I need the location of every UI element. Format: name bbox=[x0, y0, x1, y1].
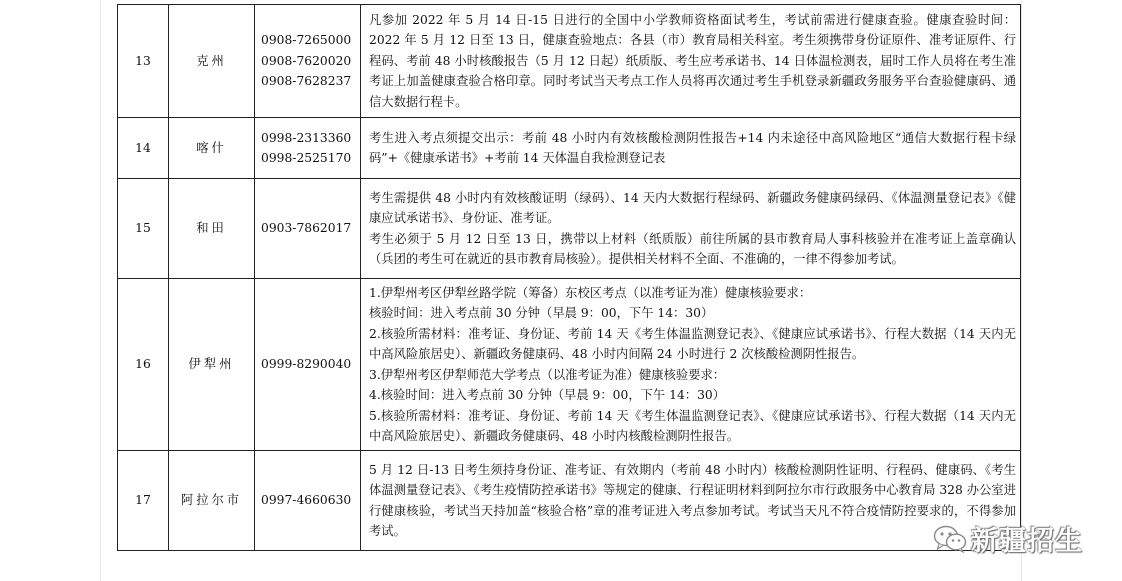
phone-number: 0999-8290040 bbox=[261, 357, 352, 372]
row-number: 16 bbox=[118, 279, 169, 451]
requirement-text: 3.伊犁州考区伊犁师范大学考点（以准考证为准）健康核验要求： bbox=[369, 367, 726, 382]
row-number: 13 bbox=[118, 5, 169, 118]
region-name: 阿拉尔市 bbox=[169, 451, 255, 551]
requirements-cell bbox=[361, 5, 1021, 118]
table-row bbox=[118, 179, 1021, 279]
requirement-text: 核验时间：进入考点前 30 分钟（早晨 9：00，下午 14：30） bbox=[369, 306, 714, 320]
table-row bbox=[118, 279, 1021, 451]
phone-number: 0997-4660630 bbox=[261, 493, 352, 508]
requirements-cell bbox=[361, 179, 1021, 279]
watermark-text: 新疆招生 bbox=[971, 526, 1083, 557]
row-number: 17 bbox=[118, 451, 169, 551]
phone-cell bbox=[255, 179, 361, 279]
requirement-text: 5.核验所需材料：准考证、身份证、考前 14 天《考生体温监测登记表》、《健康应试承诺书》、行程大数据（14 天内无中高风险旅居史）、新疆政务健康码、48 小时内核酸检测阴性报告。 bbox=[369, 408, 1016, 443]
phone-number: 0998-2313360 bbox=[261, 130, 352, 145]
table-row bbox=[118, 451, 1021, 551]
phone-number: 0998-2525170 bbox=[261, 151, 352, 165]
phone-number: 0908-7265000 bbox=[261, 33, 352, 48]
phone-number: 0908-7620020 bbox=[261, 53, 352, 68]
requirements-cell bbox=[361, 118, 1021, 179]
requirements-cell bbox=[361, 451, 1021, 551]
requirement-text: 1.伊犁州考区伊犁丝路学院（筹备）东校区考点（以准考证为准）健康核验要求： bbox=[369, 285, 812, 300]
phone-cell bbox=[255, 118, 361, 179]
page-margin-right bbox=[1021, 0, 1022, 581]
requirements-cell bbox=[361, 279, 1021, 451]
requirement-text: 5 月 12 日-13 日考生须持身份证、准考证、有效期内（考前 48 小时内）核酸检测阴性证明、行程码、健康码、《考生体温测量登记表》、《考生疫情防控承诺书》等规定的健康、行程证明材料到阿拉尔市行政服务中心教育局 328 办公室进行健康核验，考试当天持加盖“核验合格”章的准考证进入考点参加考试。考试当天凡不符合疫情防控要求的，不得参加考试。 bbox=[369, 462, 1016, 538]
row-number: 14 bbox=[118, 118, 169, 179]
requirement-text: 2.核验所需材料：准考证、身份证、考前 14 天《考生体温监测登记表》、《健康应试承诺书》、行程大数据（14 天内无中高风险旅居史）、新疆政务健康码、48 小时内间隔 24 小时进行 2 次核酸检测阴性报告。 bbox=[369, 326, 1016, 361]
row-number: 15 bbox=[118, 179, 169, 279]
requirement-text: 考生进入考点须提交出示：考前 48 小时内有效核酸检测阴性报告+14 内未途径中高风险地区“通信大数据行程卡绿码”+《健康承诺书》+考前 14 天体温自我检测登记表 bbox=[369, 130, 1016, 165]
phone-number: 0903-7862017 bbox=[261, 221, 352, 236]
phone-number: 0908-7628237 bbox=[261, 74, 352, 89]
requirement-text: 凡参加 2022 年 5 月 14 日-15 日进行的全国中小学教师资格面试考生，考试前需进行健康查验。健康查验时间：2022 年 5 月 12 日至 13 日，健康查验地点：各县（市）教育局相关科室。考生须携带身份证原件、准考证原件、行程码、考前 48 小时核酸报告（5 月 12 日起）纸质版、考生应考承诺书、14 日体温检测表，届时工作人员将在考生准考证上加盖健康查验合格印章。同时考试当天考点工作人员将再次通过考生手机登录新疆政务服务平台查验健康码、通信大数据行程卡。 bbox=[369, 12, 1016, 109]
region-name: 伊犁州 bbox=[169, 279, 255, 451]
phone-cell bbox=[255, 451, 361, 551]
region-name: 和田 bbox=[169, 179, 255, 279]
requirement-text: 考生需提供 48 小时内有效核酸证明（绿码）、14 天内大数据行程绿码、新疆政务健康码绿码、《体温测量登记表》《健康应试承诺书》、身份证、准考证。 bbox=[369, 190, 1016, 225]
region-name: 克州 bbox=[169, 5, 255, 118]
region-name: 喀什 bbox=[169, 118, 255, 179]
phone-cell bbox=[255, 5, 361, 118]
requirement-text: 考生必须于 5 月 12 日至 13 日，携带以上材料（纸质版）前往所属的县市教育局人事科核验并在准考证上盖章确认（兵团的考生可在就近的县市教育局核验）。提供相关材料不全面、不准确的，一律不得参加考试。 bbox=[369, 231, 1016, 266]
exam-health-check-table bbox=[117, 4, 1021, 551]
page-margin-left bbox=[100, 0, 101, 581]
table-row bbox=[118, 5, 1021, 118]
phone-cell bbox=[255, 279, 361, 451]
wechat-icon bbox=[933, 525, 967, 553]
table-row bbox=[118, 118, 1021, 179]
requirement-text: 4.核验时间：进入考点前 30 分钟（早晨 9：00，下午 14：30） bbox=[369, 388, 726, 402]
wechat-account-watermark bbox=[933, 519, 1083, 558]
